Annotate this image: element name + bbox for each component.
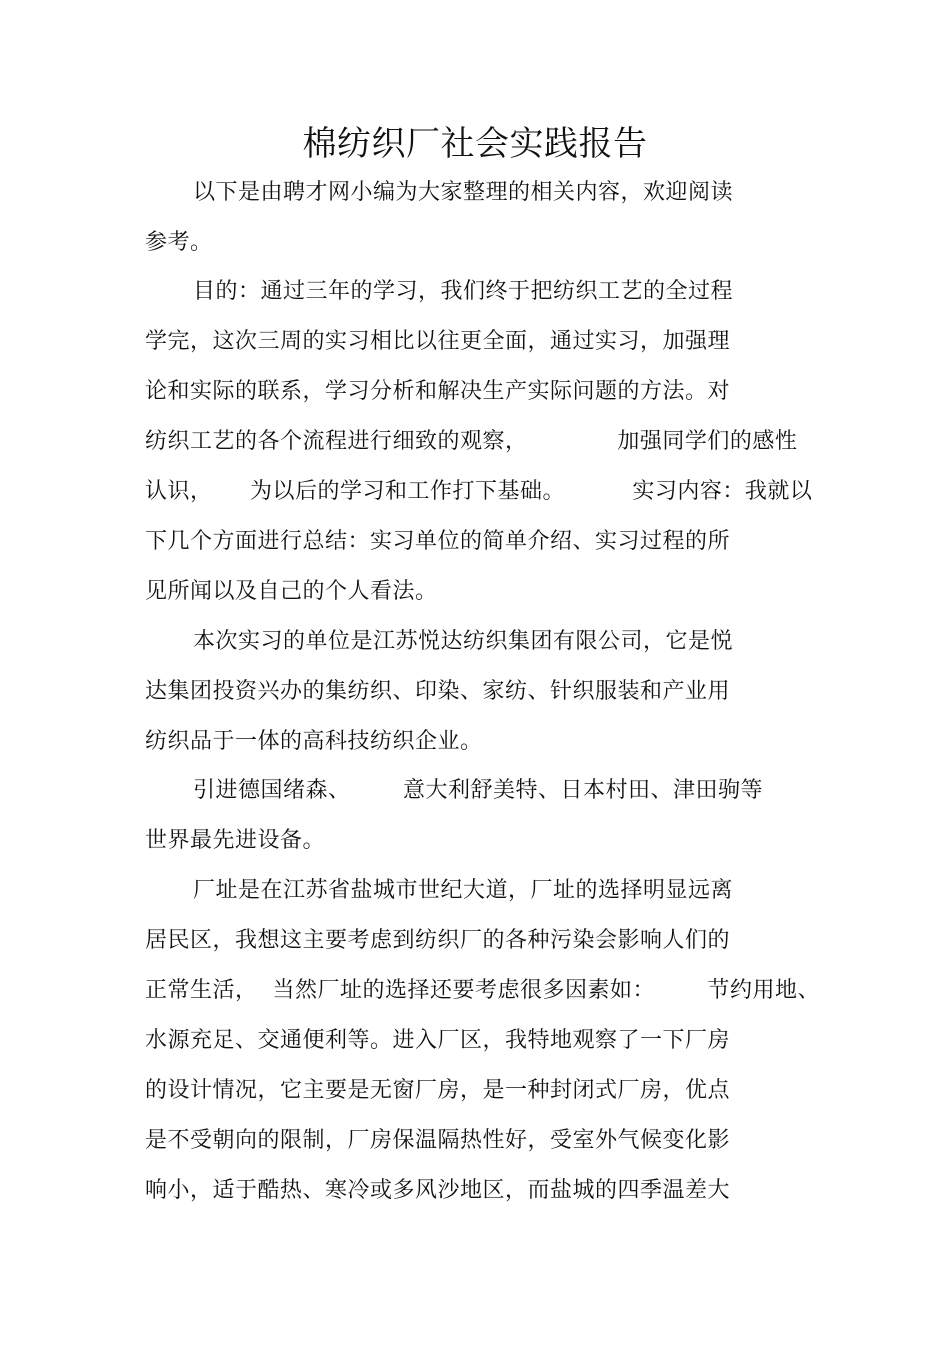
text-line: 本次实习的单位是江苏悦达纺织集团有限公司，它是悦 (193, 629, 734, 654)
text-line: 正常生活， 当然厂址的选择还要考虑很多因素如： 节约用地、 (145, 978, 820, 1003)
text-line: 纺织品于一体的高科技纺织企业。 (145, 729, 483, 754)
text-line: 世界最先进设备。 (145, 828, 326, 853)
text-line: 是不受朝向的限制，厂房保温隔热性好，受室外气候变化影 (145, 1128, 731, 1153)
text-line: 引进德国绪森、 意大利舒美特、日本村田、津田驹等 (193, 778, 763, 803)
text-line: 认识， 为以后的学习和工作打下基础。 实习内容：我就以 (145, 479, 813, 504)
text-line: 下几个方面进行总结：实习单位的简单介绍、实习过程的所 (145, 529, 731, 554)
text-line: 水源充足、交通便利等。进入厂区，我特地观察了一下厂房 (145, 1028, 731, 1053)
text-line: 参考。 (145, 230, 213, 255)
text-line: 达集团投资兴办的集纺织、印染、家纺、针织服装和产业用 (145, 679, 731, 704)
text-line: 纺织工艺的各个流程进行细致的观察， 加强同学们的感性 (145, 429, 798, 454)
text-line: 目的：通过三年的学习，我们终于把纺织工艺的全过程 (193, 279, 734, 304)
text-line: 响小，适于酷热、寒冷或多风沙地区，而盐城的四季温差大 (145, 1178, 731, 1203)
text-line: 的设计情况，它主要是无窗厂房，是一种封闭式厂房，优点 (145, 1078, 731, 1103)
text-line: 以下是由聘才网小编为大家整理的相关内容，欢迎阅读 (193, 180, 734, 205)
text-line: 居民区，我想这主要考虑到纺织厂的各种污染会影响人们的 (145, 928, 731, 953)
text-line: 学完，这次三周的实习相比以往更全面，通过实习，加强理 (145, 329, 731, 354)
text-line: 论和实际的联系，学习分析和解决生产实际问题的方法。对 (145, 379, 731, 404)
document-title: 棉纺织厂社会实践报告 (302, 124, 648, 164)
text-line: 厂址是在江苏省盐城市世纪大道，厂址的选择明显远离 (193, 878, 734, 903)
text-line: 见所闻以及自己的个人看法。 (145, 579, 438, 604)
